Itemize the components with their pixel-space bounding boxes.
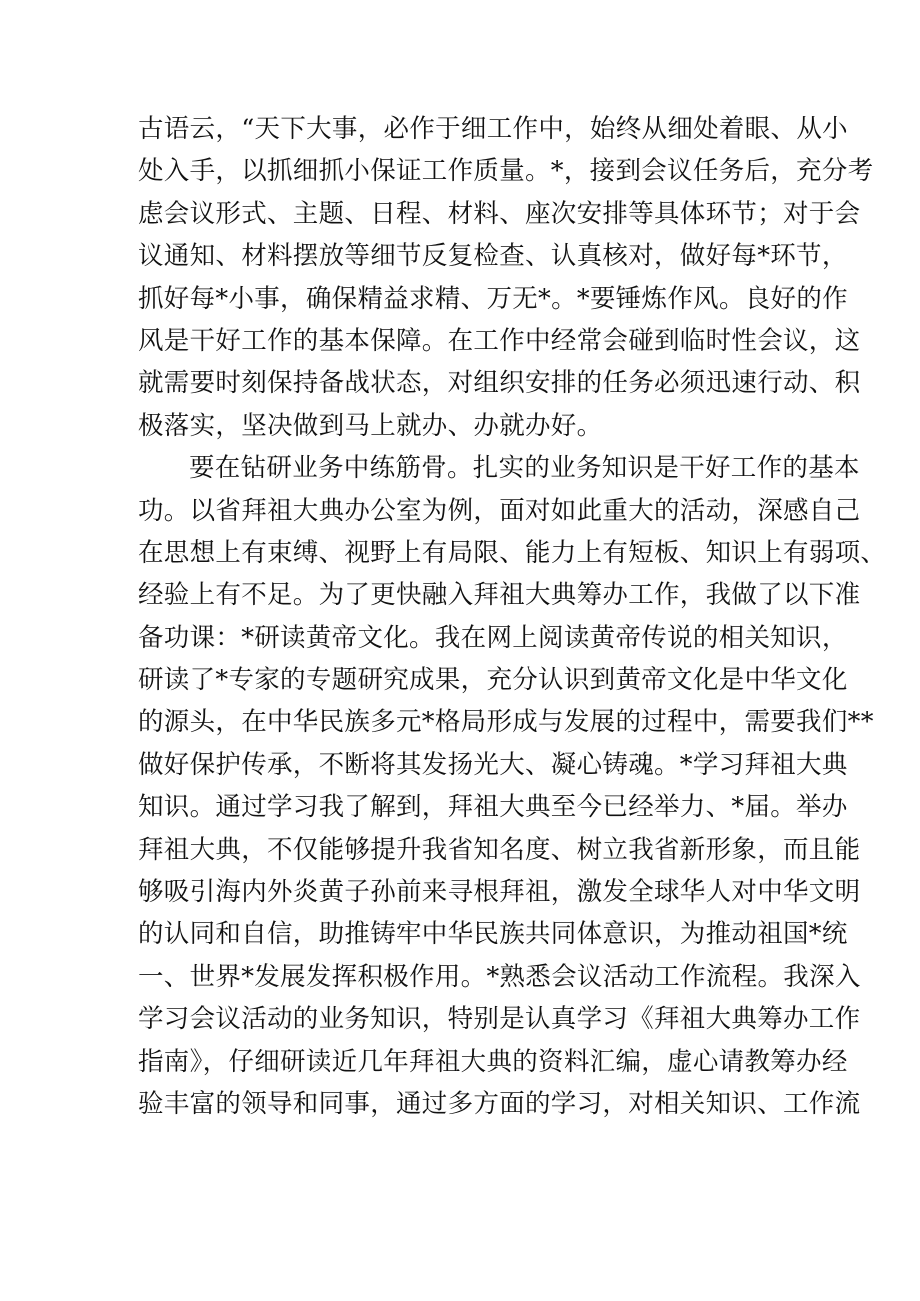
paragraph-line: 的认同和自信，助推铸牢中华民族共同体意识，为推动祖国*统 xyxy=(138,919,848,950)
paragraph-line: 抓好每*小事，确保精益求精、万无*。*要锤炼作风。良好的作 xyxy=(138,283,848,314)
paragraph-line: 够吸引海内外炎黄子孙前来寻根拜祖，激发全球华人对中华文明 xyxy=(138,877,861,908)
paragraph-line: 经验上有不足。为了更快融入拜祖大典筹办工作，我做了以下准 xyxy=(138,580,861,611)
paragraph-line: 备功课：*研读黄帝文化。我在网上阅读黄帝传说的相关知识， xyxy=(138,622,848,653)
paragraph-line: 就需要时刻保持备战状态，对组织安排的任务必须迅速行动、积 xyxy=(138,368,861,399)
paragraph-line: 在思想上有束缚、视野上有局限、能力上有短板、知识上有弱项、 xyxy=(138,537,887,568)
paragraph-line: 拜祖大典，不仅能够提升我省知名度、树立我省新形象，而且能 xyxy=(138,834,861,865)
paragraph-line: 做好保护传承，不断将其发扬光大、凝心铸魂。*学习拜祖大典 xyxy=(138,749,848,780)
paragraph-line: 研读了*专家的专题研究成果，充分认识到黄帝文化是中华文化 xyxy=(138,665,848,696)
body-text xyxy=(138,108,887,1125)
paragraph-line: 极落实，坚决做到马上就办、办就办好。 xyxy=(138,410,603,441)
paragraph-line: 议通知、材料摆放等细节反复检查、认真核对，做好每*环节， xyxy=(138,241,848,272)
paragraph-line: 指南》，仔细研读近几年拜祖大典的资料汇编，虚心请教筹办经 xyxy=(138,1046,848,1077)
paragraph-line: 学习会议活动的业务知识，特别是认真学习《拜祖大典筹办工作 xyxy=(138,1004,861,1035)
paragraph-line: 验丰富的领导和同事，通过多方面的学习，对相关知识、工作流 xyxy=(138,1088,861,1119)
paragraph-line: 知识。通过学习我了解到，拜祖大典至今已经举力、*届。举办 xyxy=(138,792,848,823)
paragraph-1 xyxy=(138,108,874,447)
paragraph-line: 风是干好工作的基本保障。在工作中经常会碰到临时性会议，这 xyxy=(138,325,861,356)
paragraph-line: 一、世界*发展发挥积极作用。*熟悉会议活动工作流程。我深入 xyxy=(138,961,861,992)
paragraph-line: 古语云，“天下大事，必作于细工作中，始终从细处着眼、从小 xyxy=(138,114,848,144)
paragraph-line: 要在钻研业务中练筋骨。扎实的业务知识是干好工作的基本 xyxy=(189,453,860,484)
paragraph-line: 虑会议形式、主题、日程、材料、座次安排等具体环节；对于会 xyxy=(138,198,861,229)
paragraph-line: 处入手，以抓细抓小保证工作质量。*，接到会议任务后，充分考 xyxy=(138,156,874,187)
paragraph-2 xyxy=(138,447,887,1125)
paragraph-line: 的源头，在中华民族多元*格局形成与发展的过程中，需要我们** xyxy=(138,707,874,738)
paragraph-line: 功。以省拜祖大典办公室为例，面对如此重大的活动，深感自己 xyxy=(138,495,861,526)
